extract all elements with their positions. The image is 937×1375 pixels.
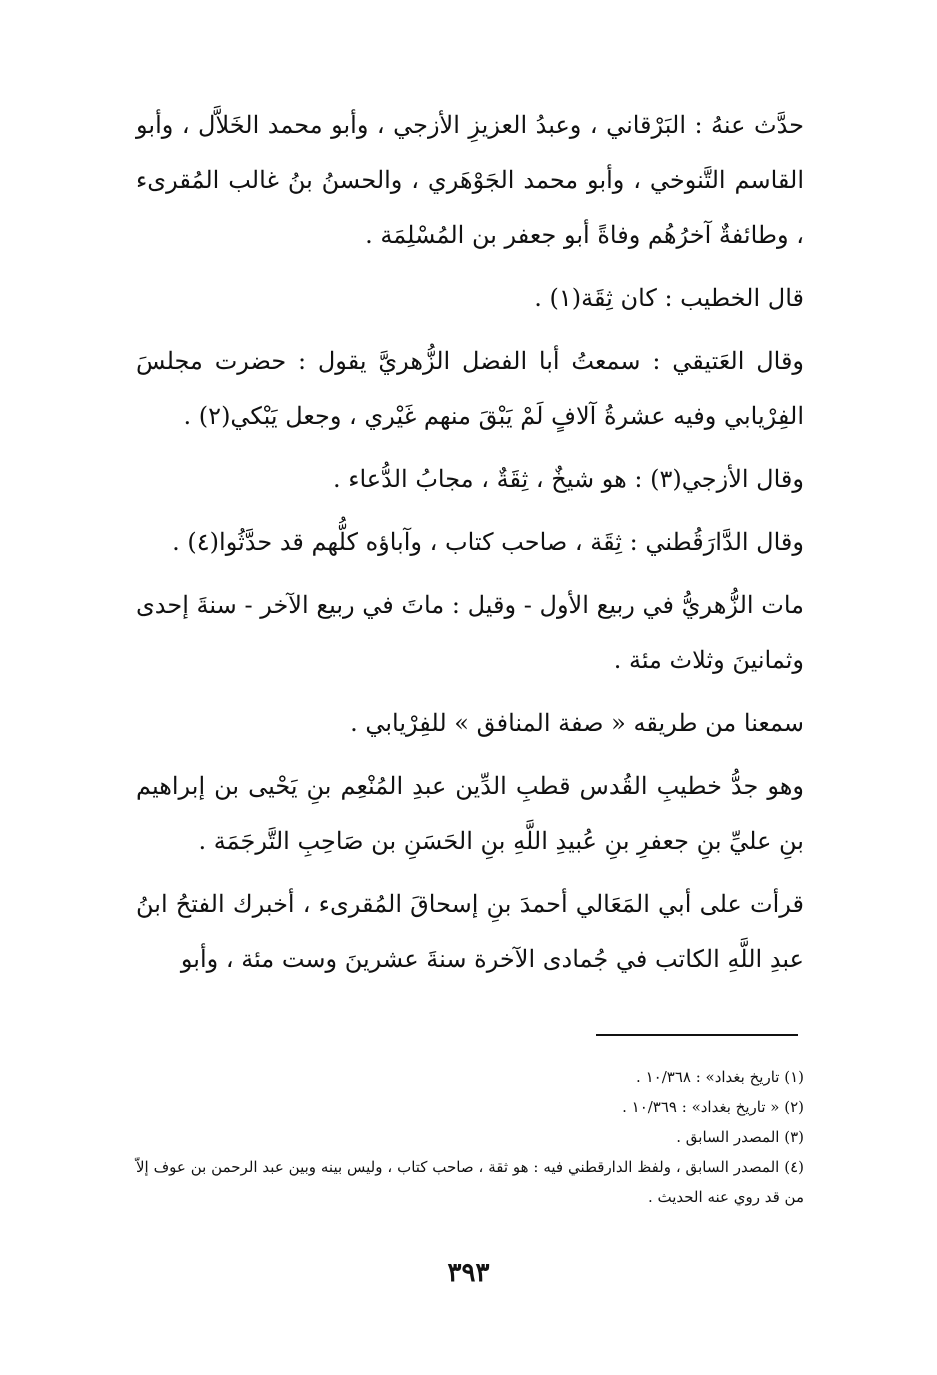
- paragraph: سمعنا من طريقه « صفة المنافق » للفِرْيابي .: [350, 709, 804, 737]
- paragraph: وقال الدَّارَقُطني : ثِقَة ، صاحب كتاب ، وآباؤه كلُّهم قد حدَّثُوا(٤) .: [172, 528, 804, 556]
- footnote: (٤) المصدر السابق ، ولفظ الدارقطني فيه : هو ثقة ، صاحب كتاب ، وليس بينه وبين عبد الرحمن بن عوف إلاّ من قد روي عنه الحديث .: [136, 1158, 804, 1206]
- paragraph: قرأت على أبي المَعَالي أحمدَ بنِ إسحاقَ المُقرىء ، أخبرك الفتحُ ابنُ عبدِ اللَّهِ الكاتب في جُمادى الآخرة سنةَ عشرينَ وست مئة ، وأبو: [136, 890, 804, 973]
- paragraph: قال الخطيب : كان ثِقَة(١) .: [534, 284, 804, 312]
- paragraph: مات الزُّهريُّ في ربيع الأول - وقيل : ماتَ في ربيع الآخر - سنةَ إحدى وثمانينَ وثلاث مئة .: [136, 591, 804, 674]
- page-number: ٣٩٣: [447, 1258, 490, 1288]
- footnote-separator: [596, 1034, 798, 1036]
- paragraph: وقال الأزجي(٣) : هو شيخٌ ، ثِقَةٌ ، مجابُ الدُّعاء .: [332, 465, 804, 493]
- footnote: (٢) « تاريخ بغداد» : ١٠/٣٦٩ .: [622, 1098, 804, 1116]
- footnote: (١) تاريخ بغداد» : ١٠/٣٦٨ .: [636, 1068, 804, 1086]
- paragraph: وقال العَتيقي : سمعتُ أبا الفضل الزُّهريَّ يقول : حضرت مجلسَ الفِرْيابي وفيه عشرةُ آلافٍ لَمْ يَبْقَ منهم غَيْري ، وجعل يَبْكي(٢) .: [136, 347, 804, 430]
- main-text: [136, 98, 804, 987]
- footnote: (٣) المصدر السابق .: [676, 1128, 804, 1146]
- footnotes: [136, 1062, 804, 1212]
- paragraph: حدَّث عنهُ : البَرْقاني ، وعبدُ العزيزِ الأزجي ، وأبو محمد الخَلاَّل ، وأبو القاسم التَّنوخي ، وأبو محمد الجَوْهَري ، والحسنُ بنُ غالب المُقرىء ، وطائفةٌ آخرُهُم وفاةً أبو جعفر بن المُسْلِمَة .: [136, 111, 805, 249]
- paragraph: وهو جدُّ خطيبِ القُدس قطبِ الدِّين عبدِ المُنْعِم بنِ يَحْيى بن إبراهيم بنِ عليِّ بنِ جعفرِ بنِ عُبيدِ اللَّهِ بنِ الحَسَنِ بن صَاحِبِ التَّرجَمَة .: [136, 772, 804, 855]
